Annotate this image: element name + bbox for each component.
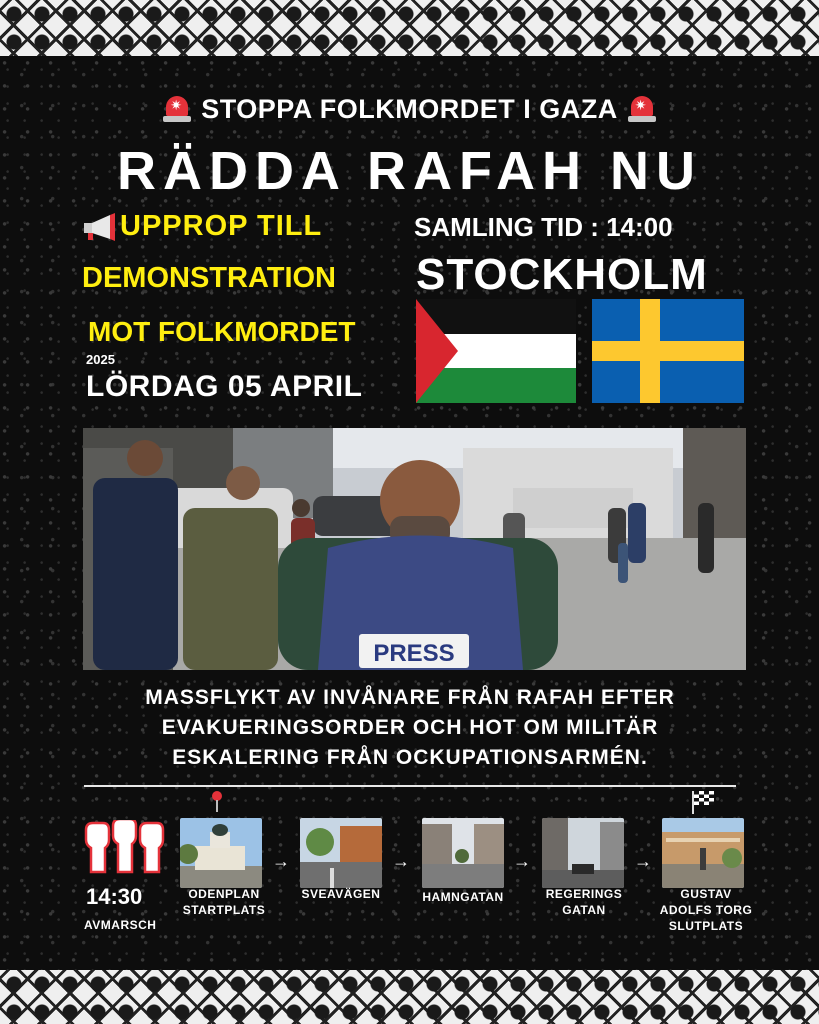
march-time-label: AVMARSCH (84, 918, 157, 932)
route-photo-regeringsgatan (542, 818, 624, 888)
call-line-3: MOT FOLKMORDET (88, 316, 356, 347)
keffiyeh-pattern-bottom (0, 970, 819, 1024)
headline-text: STOPPA FOLKMORDET I GAZA (201, 94, 618, 124)
divider (84, 785, 736, 787)
event-date: LÖRDAG 05 APRIL (86, 370, 363, 403)
event-year: 2025 (86, 352, 115, 367)
rotating-light-icon (161, 92, 193, 124)
route-photo-hamngatan (422, 818, 504, 888)
headline (0, 92, 819, 125)
route-stop-name: GUSTAV (680, 887, 732, 901)
rotating-light-icon (626, 92, 658, 124)
route-arrow-icon: → (513, 851, 531, 871)
press-vest-text: PRESS (373, 640, 455, 667)
keffiyeh-pattern-top (0, 0, 819, 56)
raised-fists-icon (82, 820, 166, 876)
route-stop-sub2: SLUTPLATS (668, 919, 744, 933)
route-photo-gustav-adolfs-torg (662, 818, 744, 888)
route-stop-sub: GATAN (562, 903, 606, 917)
route-stop-sub: STARTPLATS (182, 903, 266, 917)
caption-line-3: ESKALERING FRÅN OCKUPATIONSARMÉN. (172, 746, 648, 769)
caption-line-1: MASSFLYKT AV INVÅNARE FRÅN RAFAH EFTER (145, 686, 675, 709)
march-time: 14:30 (86, 884, 143, 909)
route-stop-name: HAMNGATAN (422, 890, 504, 904)
route-stop-gustav-adolfs-torg (648, 886, 764, 934)
megaphone-icon (82, 212, 118, 242)
sweden-flag (592, 299, 744, 403)
city: STOCKHOLM (416, 250, 708, 299)
route-arrow-icon: → (392, 851, 410, 871)
route-stop-regeringsgatan (536, 886, 632, 918)
route-stop-odenplan (176, 886, 272, 918)
news-photo (83, 428, 746, 670)
route-arrow-icon: → (272, 851, 290, 871)
route-stop-sveavagen (293, 886, 389, 902)
palestine-flag (416, 299, 576, 403)
route-photo-sveavagen (300, 818, 382, 888)
checkered-flag-icon (690, 790, 716, 814)
route-arrow-icon: → (634, 851, 652, 871)
page-title: RÄDDA RAFAH NU (117, 141, 702, 201)
route-stop-name: ODENPLAN (188, 887, 260, 901)
gathering-time: SAMLING TID : 14:00 (414, 212, 673, 242)
caption (60, 683, 760, 773)
call-line-1: UPPROP TILL (120, 210, 323, 242)
caption-line-2: EVAKUERINGSORDER OCH HOT OM MILITÄR (161, 716, 659, 739)
call-line-2: DEMONSTRATION (82, 262, 337, 294)
route-stop-hamngatan (411, 889, 515, 905)
route-stop-sub: ADOLFS TORG (659, 903, 753, 917)
route-stop-name: SVEAVÄGEN (301, 887, 381, 901)
map-pin-icon (210, 790, 224, 812)
route-stop-name: REGERINGS (545, 887, 623, 901)
route-photo-odenplan (180, 818, 262, 888)
